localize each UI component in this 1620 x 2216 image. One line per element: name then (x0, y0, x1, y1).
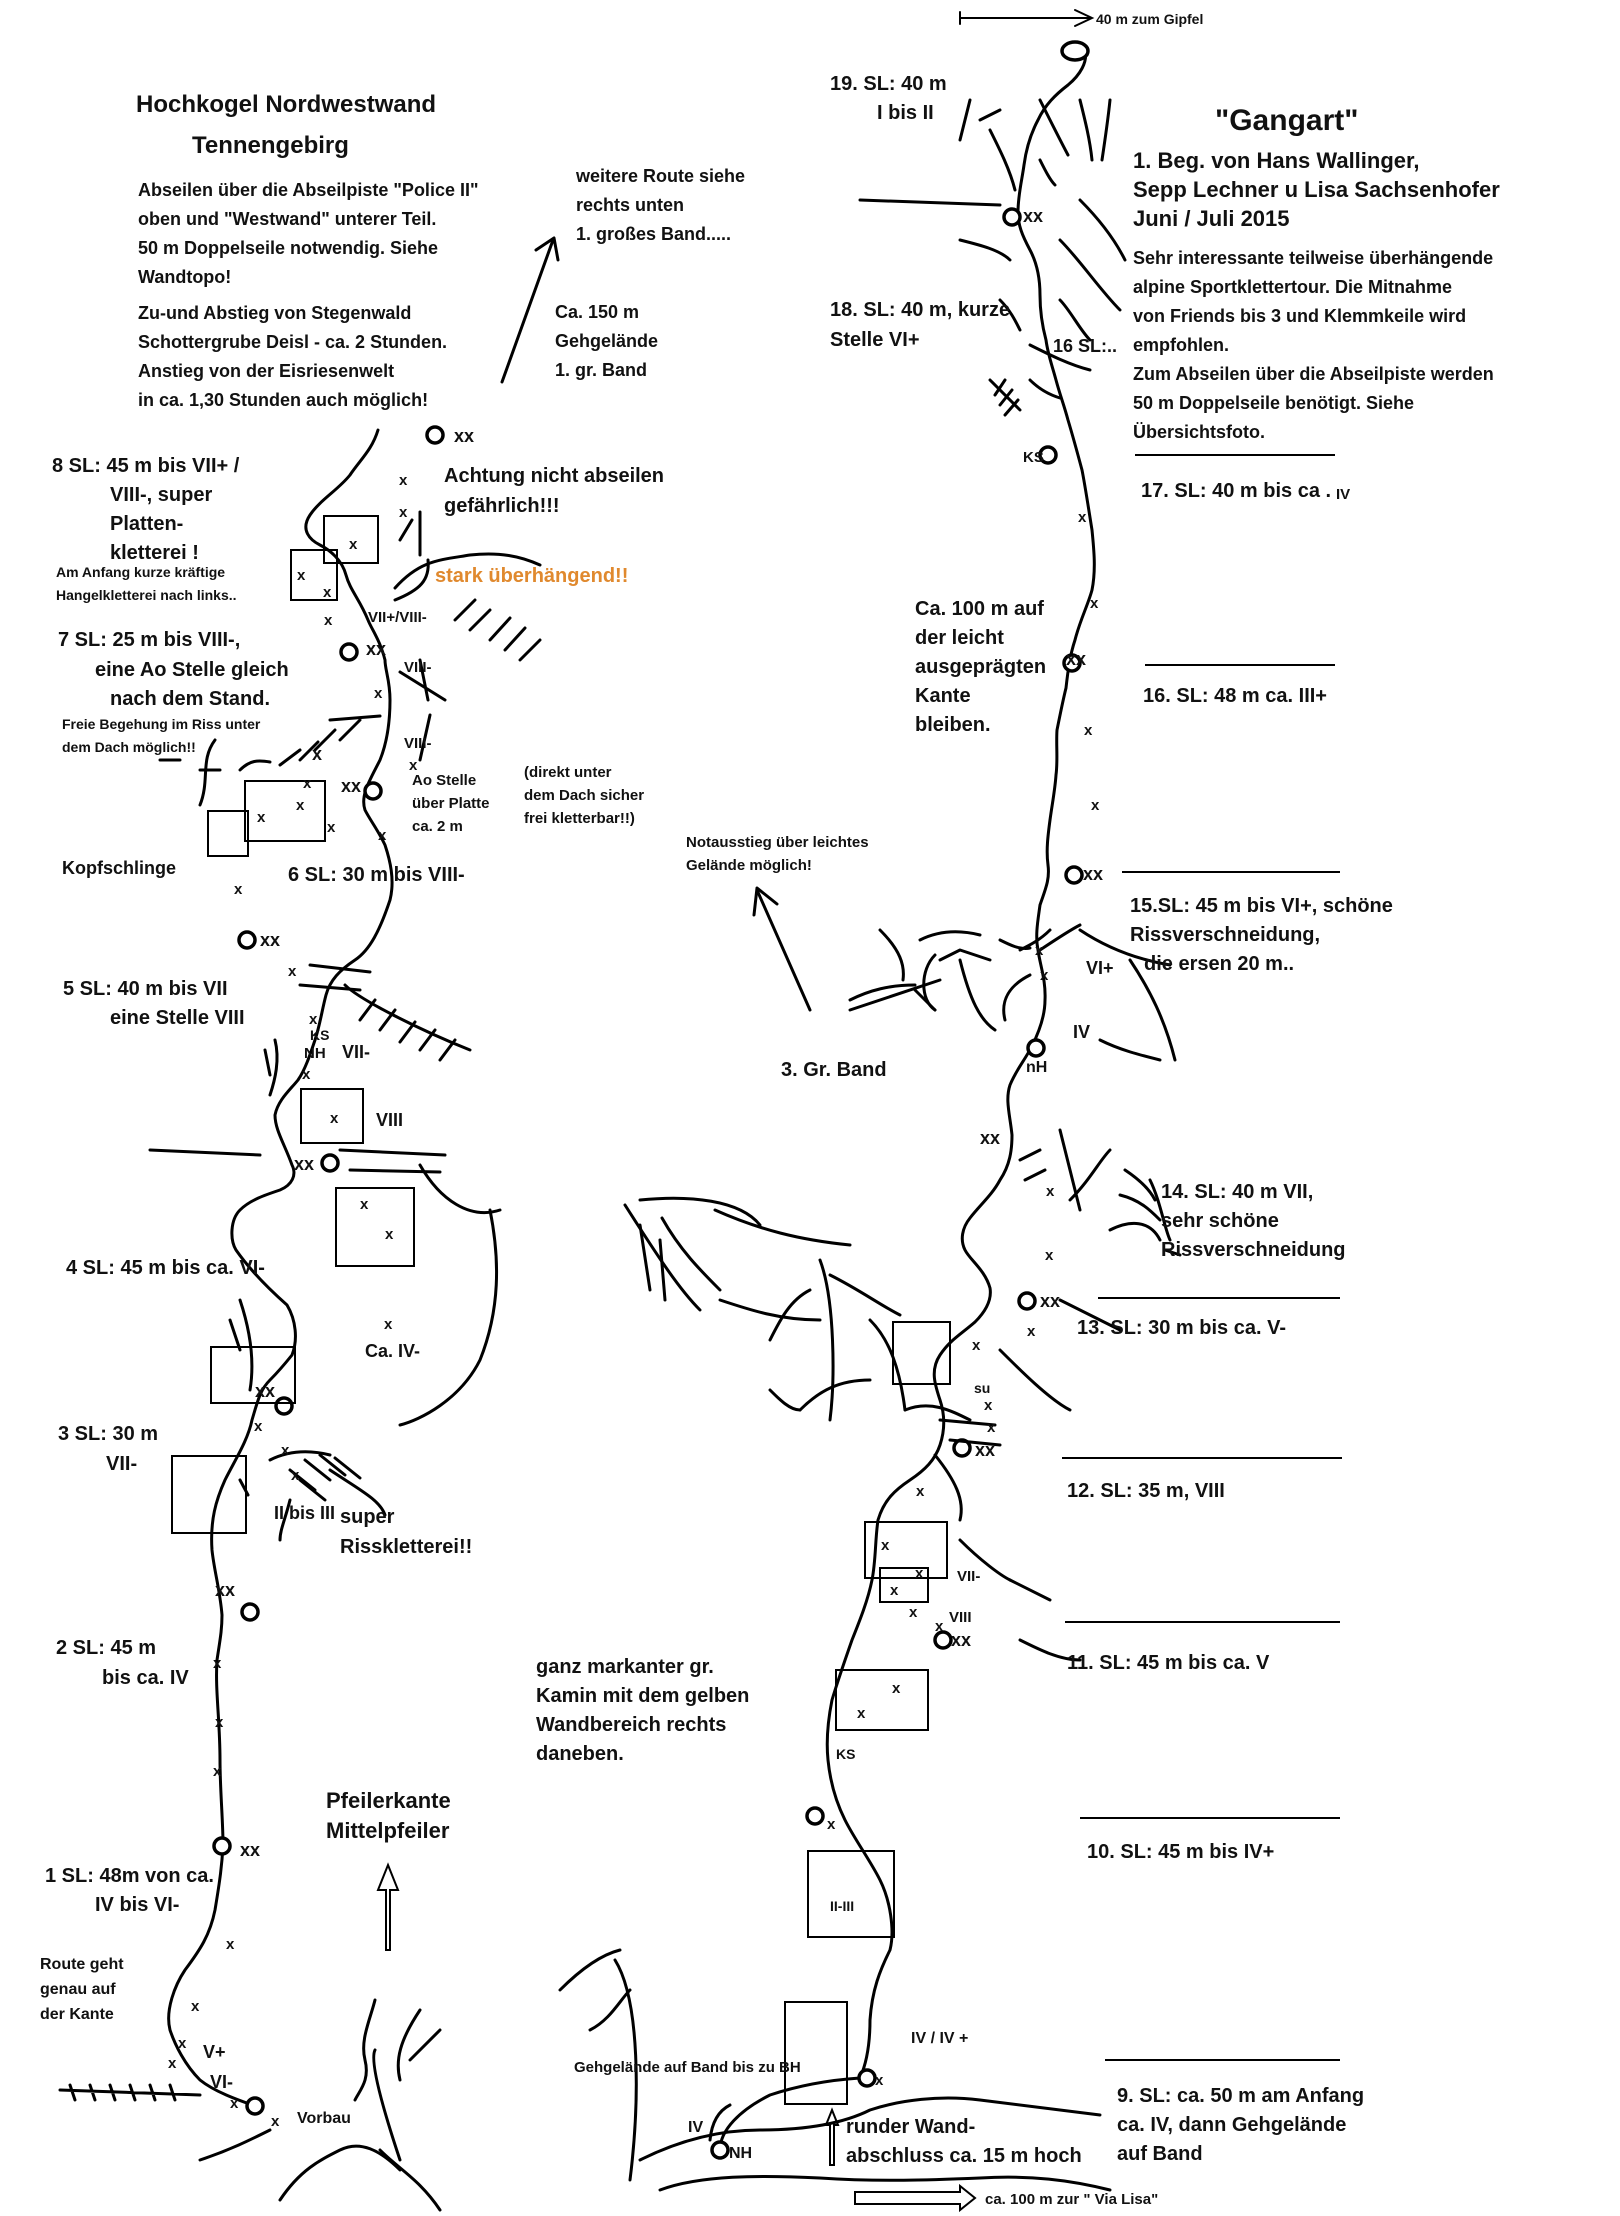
pitch-7-label: 7 SL: 25 m bis VIII-, (58, 629, 241, 651)
terrain-sketch (60, 100, 1180, 2210)
xx-mark: xx (454, 426, 475, 446)
x-mark: x (987, 1419, 996, 1436)
nh-mark: NH (729, 2145, 753, 2162)
pitch-4-label: 4 SL: 45 m bis ca. VI- (66, 1257, 265, 1279)
x-mark: x (254, 1418, 263, 1435)
pitch-5-label: eine Stelle VIII (110, 1007, 245, 1029)
right-markers (688, 206, 1117, 2162)
x-mark: x (399, 472, 408, 489)
pitch-2-label: 2 SL: 45 m (56, 1637, 157, 1659)
belay-ring (365, 783, 381, 799)
chimney-note: daneben. (536, 1743, 624, 1765)
x-mark: x (191, 1998, 200, 2015)
x-mark: x (972, 1337, 981, 1354)
pitch-6-label: 6 SL: 30 m bis VIII- (288, 864, 465, 886)
x-mark: x (916, 1483, 925, 1500)
x-mark: x (297, 567, 306, 584)
belay-ring (1028, 1040, 1044, 1056)
pitch-19-label: I bis II (877, 102, 934, 124)
x-mark: x (909, 1604, 918, 1621)
ao-note: ca. 2 m (412, 818, 463, 835)
wall-title: Hochkogel Nordwestwand (136, 91, 437, 118)
pitch-2-label: bis ca. IV (102, 1667, 189, 1689)
chimney-note: ganz markanter gr. (536, 1656, 714, 1678)
x-mark: x (881, 1537, 890, 1554)
belay-ring (341, 644, 357, 660)
belay-ring (214, 1838, 230, 1854)
xx-mark: xx (951, 1630, 972, 1650)
pitch-7-note: Freie Begehung im Riss unter (62, 716, 261, 732)
warning-label: Achtung nicht abseilen (444, 465, 665, 487)
pitch-1-label: 1 SL: 48m von ca. (45, 1865, 214, 1887)
ao-note: über Platte (412, 795, 490, 812)
band-3-label: 3. Gr. Band (781, 1059, 887, 1081)
roof-note: dem Dach sicher (524, 787, 645, 804)
belay-ring (1066, 867, 1082, 883)
pillar-label: Pfeilerkante (326, 1788, 451, 1813)
left-info-line: 50 m Doppelseile notwendig. Siehe (138, 238, 439, 258)
grade-label: II bis III (274, 1503, 336, 1523)
belay-ring (807, 1808, 823, 1824)
x-mark: x (296, 797, 305, 814)
x-mark: x (309, 1011, 318, 1028)
edge-note: bleiben. (915, 714, 991, 736)
chimney-note: Wandbereich rechts (536, 1714, 727, 1736)
belay-ring (1004, 209, 1020, 225)
x-mark: x (374, 685, 383, 702)
grade-label: VIII- (404, 659, 432, 676)
edge-note: Ca. 100 m auf (915, 598, 1044, 620)
belay-16-label: 16 SL:.. (1053, 336, 1118, 356)
pitch-17-label: 17. SL: 40 m bis ca . (1141, 480, 1332, 502)
right-info-line: Übersichtsfoto. (1133, 422, 1266, 442)
route-note: Route geht (40, 1956, 124, 1973)
grade-label: V+ (203, 2042, 226, 2062)
route-title: "Gangart" (1215, 104, 1359, 137)
super-crack-label: super (340, 1506, 395, 1528)
x-mark: x (875, 2072, 884, 2089)
x-mark: x (178, 2035, 187, 2052)
grade-label: IV (688, 2119, 704, 2136)
pitch-15-label: 15.SL: 45 m bis VI+, schöne (1130, 895, 1393, 917)
x-mark: x (984, 1397, 993, 1414)
walk-band-note: Gehgelände auf Band bis zu BH (574, 2059, 801, 2076)
right-info-line: von Friends bis 3 und Klemmkeile wird (1133, 306, 1467, 326)
x-mark: x (378, 827, 387, 844)
left-header (136, 91, 745, 410)
grade-label: IV / IV + (911, 2030, 969, 2047)
xx-mark: xx (1040, 1291, 1061, 1311)
belay-ring (239, 932, 255, 948)
nh-mark: NH (304, 1045, 326, 1062)
pitch-1-label: IV bis VI- (95, 1894, 180, 1916)
pitch-14-label: sehr schöne (1161, 1210, 1279, 1232)
arrow-right-icon (855, 2186, 975, 2210)
ks-mark: KS (310, 1027, 330, 1043)
pitch-14-label: Rissverschneidung (1161, 1239, 1346, 1261)
pitch-10-label: 10. SL: 45 m bis IV+ (1087, 1841, 1275, 1863)
xx-mark: xx (294, 1154, 315, 1174)
pitch-7-label: eine Ao Stelle gleich (95, 659, 289, 681)
belay-ring (712, 2142, 728, 2158)
grade-label: II-III (830, 1898, 855, 1914)
x-mark: x (1045, 1247, 1054, 1264)
x-mark: x (360, 1196, 369, 1213)
right-header (960, 10, 1500, 442)
x-mark: x (288, 963, 297, 980)
right-info-line: Sehr interessante teilweise überhängende (1133, 248, 1494, 268)
x-mark: x (857, 1705, 866, 1722)
xx-mark: xx (260, 930, 281, 950)
pitch-9-label: 9. SL: ca. 50 m am Anfang (1117, 2085, 1365, 2107)
pitch-8-note: Hangelkletterei nach links.. (56, 587, 237, 603)
grade-label: VII+/VIII- (368, 609, 427, 626)
x-mark: x (330, 1110, 339, 1127)
xx-mark: xx (240, 1840, 261, 1860)
x-mark: x (327, 819, 336, 836)
x-mark: x (281, 1442, 290, 1459)
grade-label: IV (1073, 1022, 1091, 1042)
pillar-label: Mittelpfeiler (326, 1818, 450, 1843)
x-mark: x (385, 1226, 394, 1243)
x-mark: x (1078, 509, 1087, 526)
nh-mark: nH (1026, 1059, 1048, 1076)
x-mark: x (234, 881, 243, 898)
pitch-9-label: ca. IV, dann Gehgelände (1117, 2114, 1347, 2136)
x-mark: x (892, 1680, 901, 1697)
grade-label: Ca. IV- (365, 1341, 421, 1361)
emergency-exit-note: Gelände möglich! (686, 857, 812, 874)
x-mark: x (935, 1618, 944, 1635)
ao-note: Ao Stelle (412, 772, 477, 789)
left-info-line: Abseilen über die Abseilpiste "Police II" (138, 180, 479, 200)
pitch-7-label: nach dem Stand. (110, 688, 271, 710)
roof-note: frei kletterbar!!) (524, 810, 635, 827)
belay-ring (242, 1604, 258, 1620)
belay-ring (427, 427, 443, 443)
grade-label: VI- (210, 2072, 234, 2092)
first-ascent-line: Sepp Lechner u Lisa Sachsenhofer (1133, 177, 1500, 202)
pitch-7-note: dem Dach möglich!! (62, 739, 196, 755)
pitch-14-label: 14. SL: 40 m VII, (1161, 1181, 1314, 1203)
edge-note: Kante (915, 685, 971, 707)
grade-label: VIII- (404, 735, 432, 752)
kopfschlinge-label: Kopfschlinge (62, 858, 177, 878)
route-note: der Kante (40, 2006, 114, 2023)
left-info-line: Wandtopo! (138, 267, 232, 287)
grade-label: VIII (949, 1609, 972, 1626)
grade-label: VI+ (1086, 958, 1114, 978)
x-mark: x (1035, 942, 1044, 959)
xx-mark: xx (255, 1381, 276, 1401)
super-crack-label: Risskletterei!! (340, 1536, 473, 1558)
pitch-3-label: VII- (106, 1453, 138, 1475)
xx-mark: xx (366, 639, 387, 659)
edge-note: der leicht (915, 627, 1004, 649)
x-mark: x (312, 744, 323, 764)
wall-end-note: runder Wand- (846, 2116, 976, 2138)
pitch-17-grade: IV (1336, 486, 1351, 503)
right-info-line: empfohlen. (1133, 335, 1230, 355)
pitch-8-label: Platten- (110, 513, 184, 535)
approach-note: Gehgelände (555, 331, 659, 351)
route-note: genau auf (40, 1981, 116, 1998)
x-mark: x (226, 1936, 235, 1953)
grade-label: VII- (342, 1042, 371, 1062)
x-mark: x (915, 1565, 924, 1582)
x-mark: x (323, 584, 332, 601)
arrow-up-icon (826, 2110, 838, 2165)
belay-ring (276, 1398, 292, 1414)
x-mark: x (230, 2095, 239, 2112)
belay-ring (247, 2098, 263, 2114)
xx-mark: xx (215, 1580, 236, 1600)
pitch-11-label: 11. SL: 45 m bis ca. V (1067, 1652, 1270, 1674)
continuation-note: 1. großes Band..... (576, 224, 732, 244)
warning-label: gefährlich!!! (444, 495, 560, 517)
via-lisa-label: ca. 100 m zur " Via Lisa" (985, 2191, 1159, 2208)
x-mark: x (213, 1763, 222, 1780)
pitch-15-label: die ersen 20 m.. (1144, 953, 1295, 975)
x-mark: x (349, 536, 358, 553)
pitch-8-label: 8 SL: 45 m bis VII+ / (52, 455, 240, 477)
xx-mark: xx (1083, 864, 1104, 884)
ks-mark: KS (836, 1746, 856, 1762)
pitch-8-label: VIII-, super (110, 484, 213, 506)
pitch-16-label: 16. SL: 48 m ca. III+ (1143, 685, 1327, 707)
right-info-line: alpine Sportklettertour. Die Mitnahme (1133, 277, 1453, 297)
x-mark: x (302, 1066, 311, 1083)
approach-note: Ca. 150 m (555, 302, 640, 322)
x-mark: x (890, 1582, 899, 1599)
right-info-line: 50 m Doppelseile benötigt. Siehe (1133, 393, 1415, 413)
x-mark: x (399, 504, 408, 521)
x-mark: x (409, 757, 418, 774)
vorbau-label: Vorbau (297, 2110, 351, 2127)
chimney-note: Kamin mit dem gelben (536, 1685, 750, 1707)
arrow-up-icon (378, 1865, 398, 1950)
right-pitch-labels (830, 73, 1393, 2165)
x-mark: x (827, 1816, 836, 1833)
x-mark: x (1090, 595, 1099, 612)
grade-label: VIII (376, 1110, 404, 1130)
belay-ring (859, 2070, 875, 2086)
right-info-line: Zum Abseilen über die Abseilpiste werden (1133, 364, 1494, 384)
x-mark: x (303, 775, 312, 792)
x-mark: x (215, 1714, 224, 1731)
overhang-label: stark überhängend!! (435, 565, 629, 587)
continuation-note: rechts unten (576, 195, 685, 215)
exit-arrow-icon (757, 890, 810, 1010)
x-mark: x (257, 809, 266, 826)
xx-mark: xx (1023, 206, 1044, 226)
summit-arrow-label: 40 m zum Gipfel (1096, 11, 1204, 27)
x-mark: x (168, 2055, 177, 2072)
approach-arrow-icon (502, 240, 553, 382)
x-mark: x (1027, 1323, 1036, 1340)
approach-note: 1. gr. Band (555, 360, 648, 380)
first-ascent-line: 1. Beg. von Hans Wallinger, (1133, 148, 1420, 173)
left-info-line: Zu-und Abstieg von Stegenwald (138, 303, 412, 323)
xx-mark: xx (980, 1128, 1001, 1148)
left-info-line: oben und "Westwand" unterer Teil. (138, 209, 437, 229)
x-mark: x (384, 1316, 393, 1333)
x-mark: x (291, 1467, 300, 1484)
pitch-3-label: 3 SL: 30 m (58, 1423, 159, 1445)
pitch-18-label: 18. SL: 40 m, kurze (830, 299, 1011, 321)
belay-ring (322, 1155, 338, 1171)
pitch-13-label: 13. SL: 30 m bis ca. V- (1077, 1317, 1286, 1339)
route-line-right (720, 50, 1094, 2150)
x-mark: x (271, 2113, 280, 2130)
su-mark: su (974, 1380, 991, 1396)
x-mark: x (213, 1655, 222, 1672)
left-pitch-labels (40, 455, 465, 2127)
pitch-9-label: auf Band (1117, 2143, 1203, 2165)
x-mark: x (1046, 1183, 1055, 1200)
emergency-exit-note: Notausstieg über leichtes (686, 834, 869, 851)
x-mark: x (1084, 722, 1093, 739)
grade-label: VII- (957, 1568, 981, 1585)
pitch-18-label: Stelle VI+ (830, 329, 920, 351)
summit-ring (1062, 42, 1088, 60)
roof-note: (direkt unter (524, 764, 612, 781)
x-mark: x (324, 612, 333, 629)
first-ascent-line: Juni / Juli 2015 (1133, 206, 1290, 231)
left-info-line: in ca. 1,30 Stunden auch möglich! (138, 390, 429, 410)
pitch-12-label: 12. SL: 35 m, VIII (1067, 1480, 1225, 1502)
x-mark: x (1091, 797, 1100, 814)
edge-note: ausgeprägten (915, 656, 1047, 678)
wall-subtitle: Tennengebirg (192, 132, 349, 159)
left-info-line: Schottergrube Deisl - ca. 2 Stunden. (138, 332, 448, 352)
left-info-line: Anstieg von der Eisriesenwelt (138, 361, 395, 381)
pitch-19-label: 19. SL: 40 m (830, 73, 947, 95)
pitch-8-note: Am Anfang kurze kräftige (56, 564, 226, 580)
pitch-8-label: kletterei ! (110, 542, 199, 564)
xx-mark: xx (341, 776, 362, 796)
ks-mark: KS (1023, 449, 1044, 466)
x-mark: x (1040, 967, 1049, 984)
xx-mark: xx (1066, 649, 1087, 669)
wall-end-note: abschluss ca. 15 m hoch (846, 2145, 1082, 2167)
belay-ring (1019, 1293, 1035, 1309)
continuation-note: weitere Route siehe (576, 166, 746, 186)
pitch-15-label: Rissverschneidung, (1130, 924, 1321, 946)
pitch-5-label: 5 SL: 40 m bis VII (63, 978, 228, 1000)
xx-mark: xx (975, 1440, 996, 1460)
